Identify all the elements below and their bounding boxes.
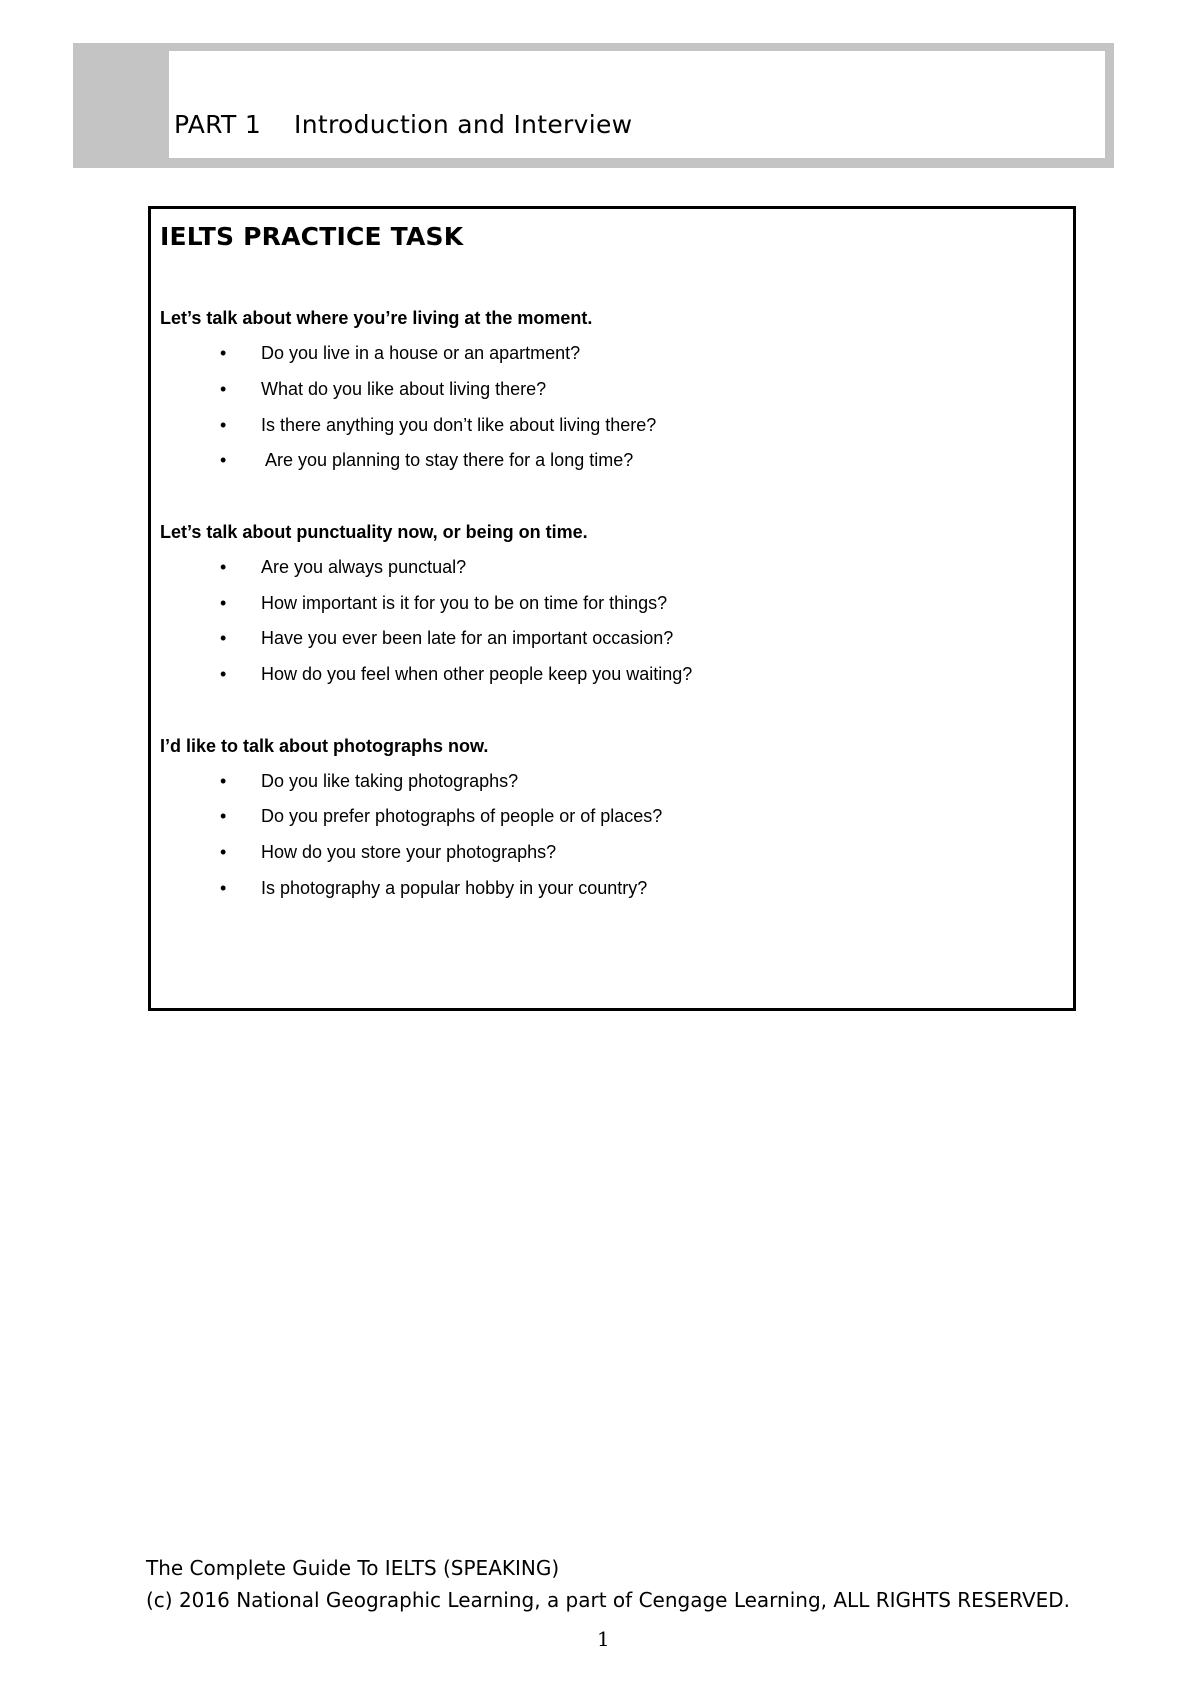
question-item: What do you like about living there? bbox=[261, 379, 547, 399]
bullet-icon: • bbox=[220, 557, 227, 577]
bullet-icon: • bbox=[220, 593, 227, 613]
question-item: Are you always punctual? bbox=[261, 557, 467, 577]
question-item: Are you planning to stay there for a long time? bbox=[261, 450, 634, 470]
bullet-icon: • bbox=[220, 628, 227, 648]
footer-book-title: The Complete Guide To IELTS (SPEAKING) bbox=[146, 1556, 560, 1580]
bullet-icon: • bbox=[220, 343, 227, 363]
bullet-icon: • bbox=[220, 842, 227, 862]
page-title: PART 1 Introduction and Interview bbox=[174, 110, 633, 139]
footer-copyright: (c) 2016 National Geographic Learning, a part of Cengage Learning, ALL RIGHTS RESERVED. bbox=[146, 1588, 1071, 1612]
task-title: IELTS PRACTICE TASK bbox=[160, 222, 464, 251]
question-item: How important is it for you to be on time for things? bbox=[261, 593, 668, 613]
question-item: How do you feel when other people keep you waiting? bbox=[261, 664, 693, 684]
bullet-icon: • bbox=[220, 379, 227, 399]
bullet-icon: • bbox=[220, 878, 227, 898]
question-item: Is there anything you don’t like about living there? bbox=[261, 415, 657, 435]
bullet-icon: • bbox=[220, 450, 227, 470]
bullet-icon: • bbox=[220, 771, 227, 791]
question-item: How do you store your photographs? bbox=[261, 842, 557, 862]
bullet-icon: • bbox=[220, 664, 227, 684]
question-item: Do you like taking photographs? bbox=[261, 771, 519, 791]
section-heading-photographs: I’d like to talk about photographs now. bbox=[160, 736, 489, 756]
question-item: Have you ever been late for an important occasion? bbox=[261, 628, 674, 648]
section-heading-living: Let’s talk about where you’re living at the moment. bbox=[160, 308, 593, 328]
question-item: Is photography a popular hobby in your country? bbox=[261, 878, 648, 898]
header-title-box bbox=[166, 48, 1108, 161]
section-heading-punctuality: Let’s talk about punctuality now, or being on time. bbox=[160, 522, 588, 542]
question-item: Do you live in a house or an apartment? bbox=[261, 343, 581, 363]
page-number: 1 bbox=[597, 1627, 610, 1651]
question-item: Do you prefer photographs of people or of places? bbox=[261, 806, 663, 826]
bullet-icon: • bbox=[220, 806, 227, 826]
bullet-icon: • bbox=[220, 415, 227, 435]
